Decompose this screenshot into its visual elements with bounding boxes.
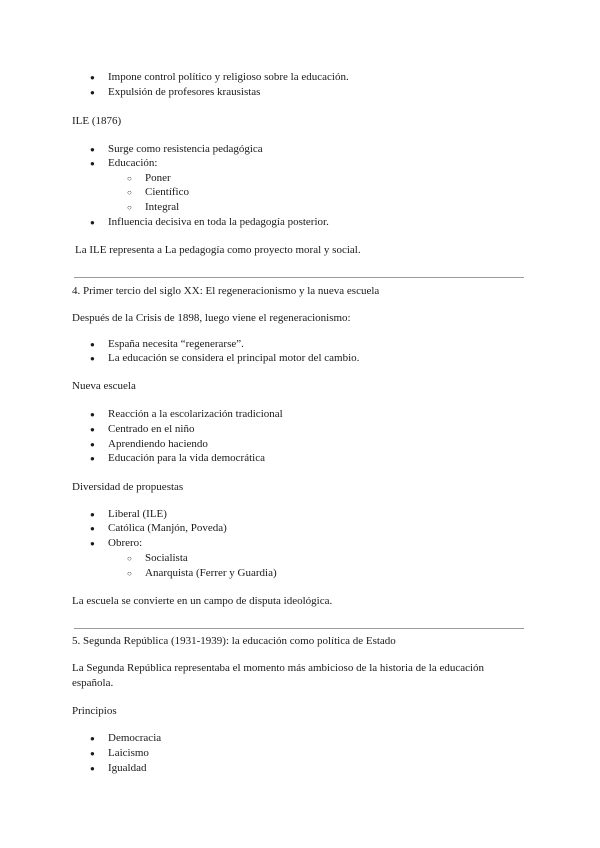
list-item: Centrado en el niño xyxy=(108,423,195,435)
ile-heading: ILE (1876) xyxy=(72,115,122,127)
section-divider xyxy=(74,628,524,629)
list-item: Impone control político y religioso sobre la educación. xyxy=(108,71,349,83)
bullet-filled: ● xyxy=(90,749,95,758)
list-item: Igualdad xyxy=(108,762,147,774)
list-item: Surge como resistencia pedagógica xyxy=(108,143,263,155)
bullet-filled: ● xyxy=(90,340,95,349)
bullet-filled: ● xyxy=(90,764,95,773)
bullet-hollow: ○ xyxy=(127,188,132,197)
bullet-filled: ● xyxy=(90,539,95,548)
list-item: La educación se considera el principal motor del cambio. xyxy=(108,352,360,364)
bullet-filled: ● xyxy=(90,425,95,434)
bullet-filled: ● xyxy=(90,354,95,363)
bullet-hollow: ○ xyxy=(127,203,132,212)
list-item: Laicismo xyxy=(108,747,149,759)
list-item: Educación para la vida democrática xyxy=(108,452,265,464)
bullet-filled: ● xyxy=(90,440,95,449)
sub-list-item: Integral xyxy=(145,201,180,213)
bullet-filled: ● xyxy=(90,159,95,168)
section-divider xyxy=(74,277,524,278)
section-5-intro-line: La Segunda República representaba el momento más ambicioso de la historia de la educación xyxy=(72,662,485,674)
bullet-filled: ● xyxy=(90,410,95,419)
bullet-filled: ● xyxy=(90,145,95,154)
section-5-intro-line: española. xyxy=(72,677,114,689)
bullet-hollow: ○ xyxy=(127,554,132,563)
nueva-escuela-heading: Nueva escuela xyxy=(72,380,136,392)
list-item: Aprendiendo haciendo xyxy=(108,438,208,450)
bullet-filled: ● xyxy=(90,510,95,519)
bullet-filled: ● xyxy=(90,218,95,227)
bullet-filled: ● xyxy=(90,73,95,82)
section-4-heading: 4. Primer tercio del siglo XX: El regeneracionismo y la nueva escuela xyxy=(72,285,380,297)
list-item: Educación: xyxy=(108,157,158,169)
list-item: Reacción a la escolarización tradicional xyxy=(108,408,283,420)
section-5-heading: 5. Segunda República (1931-1939): la educación como política de Estado xyxy=(72,635,396,647)
diversidad-heading: Diversidad de propuestas xyxy=(72,481,184,493)
list-item: Influencia decisiva en toda la pedagogía posterior. xyxy=(108,216,329,228)
principios-heading: Principios xyxy=(72,705,117,717)
section-4-intro: Después de la Crisis de 1898, luego viene el regeneracionismo: xyxy=(72,312,351,324)
bullet-filled: ● xyxy=(90,734,95,743)
list-item: Expulsión de profesores krausistas xyxy=(108,86,261,98)
bullet-hollow: ○ xyxy=(127,174,132,183)
bullet-filled: ● xyxy=(90,88,95,97)
list-item: Católica (Manjón, Poveda) xyxy=(108,522,227,534)
bullet-hollow: ○ xyxy=(127,569,132,578)
list-item: Liberal (ILE) xyxy=(108,508,167,520)
list-item: Democracia xyxy=(108,732,162,744)
sub-list-item: Poner xyxy=(145,172,171,184)
sub-list-item: Anarquista (Ferrer y Guardia) xyxy=(145,567,277,579)
list-item: Obrero: xyxy=(108,537,143,549)
bullet-filled: ● xyxy=(90,524,95,533)
sub-list-item: Científico xyxy=(145,186,189,198)
section-4-closing: La escuela se convierte en un campo de disputa ideológica. xyxy=(72,595,333,607)
list-item: España necesita “regenerarse”. xyxy=(108,338,244,350)
sub-list-item: Socialista xyxy=(145,552,188,564)
ile-summary: La ILE representa a La pedagogía como proyecto moral y social. xyxy=(75,244,361,256)
bullet-filled: ● xyxy=(90,454,95,463)
